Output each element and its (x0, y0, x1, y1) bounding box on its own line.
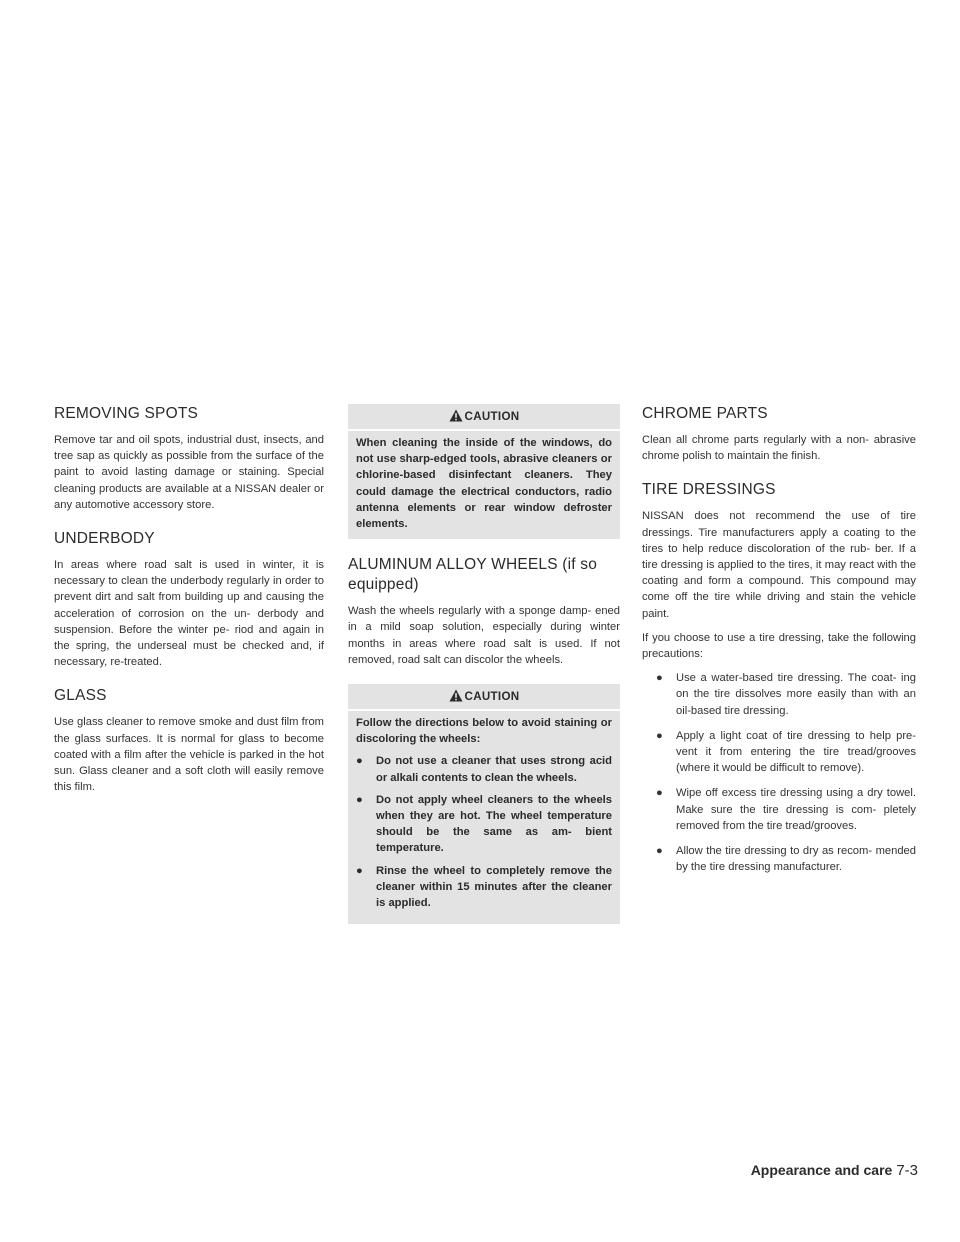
tire-precautions-list (642, 670, 916, 875)
list-item: ● Do not apply wheel cleaners to the wheels when they are hot. The wheel temperature should be the same as am- bient temperature. (356, 793, 612, 855)
heading-underbody: UNDERBODY (54, 530, 155, 548)
caution-label: CAUTION (464, 690, 520, 704)
section-glass (54, 686, 324, 795)
heading-chrome-parts: CHROME PARTS (642, 405, 768, 422)
caution-box-wheels (348, 684, 620, 924)
caution-header (348, 404, 620, 431)
warning-triangle-icon (449, 689, 463, 705)
bullet-icon: ● (356, 755, 363, 768)
page-footer (734, 1162, 918, 1179)
column-left (54, 404, 324, 811)
list-item: ● Allow the tire dressing to dry as recom- mended by the tire dressing manufacturer. (656, 845, 916, 874)
paragraph-alloy-wheels: Wash the wheels regularly with a sponge damp- ened in a mild soap solution, especially during winter months in areas where road salt is used. If not removed, road salt can discolor the wheels. (348, 605, 620, 666)
page-number: 7-3 (896, 1162, 918, 1179)
paragraph-glass: Use glass cleaner to remove smoke and dust film from the glass surfaces. It is normal for glass to become coated with a film after the vehicle is parked in the hot sun. Glass cleaner and a soft cloth will easily remove this film. (54, 716, 324, 794)
section-underbody (54, 529, 324, 670)
list-item: ● Rinse the wheel to completely remove the cleaner within 15 minutes after the cleaner is applied. (356, 864, 612, 910)
bullet-icon: ● (356, 864, 363, 877)
bullet-icon: ● (656, 672, 663, 685)
section-chrome-parts (642, 404, 916, 464)
paragraph-chrome-parts: Clean all chrome parts regularly with a non- abrasive chrome polish to maintain the finish. (642, 434, 916, 463)
section-tire-dressings (642, 480, 916, 875)
list-item: ● Do not use a cleaner that uses strong acid or alkali contents to clean the wheels. (356, 755, 612, 784)
caution-body-wheels (348, 711, 620, 921)
bullet-icon: ● (356, 793, 363, 806)
bullet-icon: ● (656, 787, 663, 800)
caution-box-windows (348, 404, 620, 539)
paragraph-underbody: In areas where road salt is used in winter, it is necessary to clean the underbody regularly in order to prevent dirt and salt from building up and causing the acceleration of corrosion on the un- derbody and suspension. Before the winter pe- riod and again in the spring, the underseal must be checked and, if necessary, re-treated. (54, 559, 324, 669)
column-middle (348, 404, 620, 940)
paragraph-tire-dressings-1: NISSAN does not recommend the use of tire dressings. Tire manufacturers apply a coating to the tires to help reduce discoloration of the rub- ber. If a tire dressing is applied to the tires, it may react with the coating and form a compound. This compound may come off the tire while driving and stain the vehicle paint. (642, 510, 916, 620)
caution-list (356, 753, 612, 911)
list-item: ● Wipe off excess tire dressing using a dry towel. Make sure the tire dressing is com- pletely removed from the tire tread/grooves. (656, 787, 916, 832)
list-item: ● Apply a light coat of tire dressing to help pre- vent it from entering the tire tread/grooves (where it would be difficult to remove). (656, 729, 916, 775)
warning-triangle-icon (449, 409, 463, 425)
bullet-icon: ● (656, 729, 663, 742)
bullet-icon: ● (656, 845, 663, 858)
column-right (642, 404, 916, 891)
caution-label: CAUTION (464, 410, 520, 423)
section-removing-spots (54, 404, 324, 513)
heading-glass: GLASS (54, 687, 107, 705)
list-item: ● Use a water-based tire dressing. The coat- ing on the tire dissolves more easily than with an oil-based tire dressing. (656, 672, 916, 717)
heading-tire-dressings: TIRE DRESSINGS (642, 481, 776, 499)
paragraph-tire-dressings-2: If you choose to use a tire dressing, take the following precautions: (642, 631, 916, 661)
heading-alloy-wheels: ALUMINUM ALLOY WHEELS (if so equipped) (348, 556, 598, 594)
footer-section-name: Appearance and care (750, 1162, 893, 1178)
caution-body-windows: When cleaning the inside of the windows, do not use sharp-edged tools, abrasive cleaners or chlorine-based disinfectant cleaners. They could damage the electrical conductors, radio antenna elements or rear window defroster elements. (356, 437, 612, 531)
caution-header (348, 684, 620, 711)
heading-removing-spots: REMOVING SPOTS (54, 405, 199, 422)
paragraph-removing-spots: Remove tar and oil spots, industrial dust, insects, and tree sap as quickly as possible from the surface of the paint to avoid lasting damage or staining. Special cleaning products are available at a NISSAN dealer or any automotive accessory store. (54, 434, 324, 511)
section-alloy-wheels (348, 555, 620, 668)
caution-intro: Follow the directions below to avoid staining or discoloring the wheels: (356, 717, 612, 746)
